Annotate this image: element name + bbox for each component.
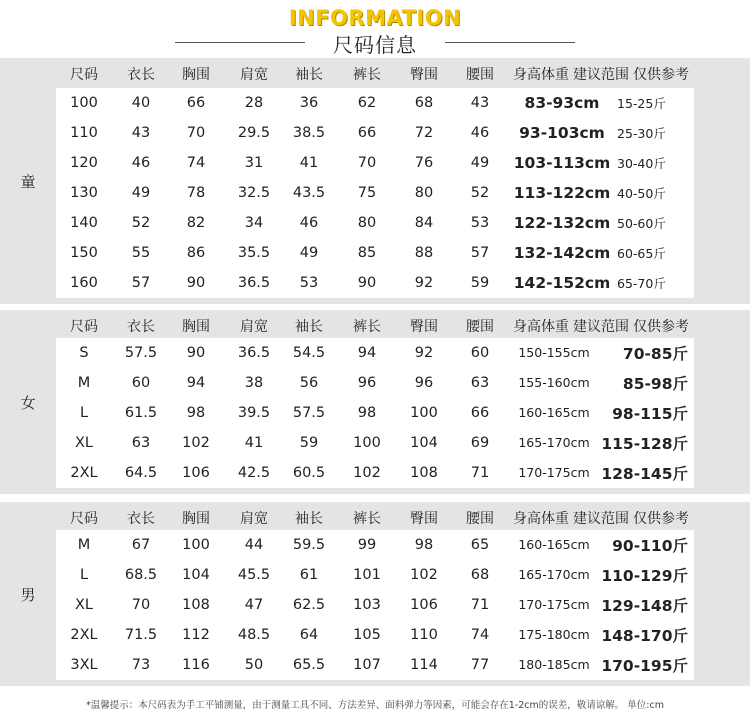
height-range: 180-185cm: [518, 657, 590, 672]
table-cell: 31: [244, 154, 264, 171]
table-cell: 38.5: [292, 124, 326, 141]
table-cell: 43.5: [292, 184, 326, 201]
table-cell: 130: [70, 184, 98, 201]
weight-range: 115-128斤: [601, 434, 688, 453]
table-cell: 47: [244, 596, 264, 613]
weight-range: 90-110斤: [612, 536, 688, 555]
table-cell: 110: [410, 626, 438, 643]
weight-range: 60-65斤: [617, 245, 666, 261]
table-cell: 53: [470, 214, 490, 231]
table-row: [56, 458, 694, 487]
height-range: 132-142cm: [513, 243, 611, 262]
column-header: 臀围: [410, 67, 438, 83]
table-cell: 96: [357, 374, 377, 391]
table-cell: 99: [357, 536, 377, 553]
weight-range: 110-129斤: [601, 566, 688, 585]
column-header: 仅供参考: [633, 67, 689, 83]
table-cell: 59: [299, 434, 319, 451]
table-cell: 98: [414, 536, 434, 553]
height-range: 103-113cm: [513, 153, 611, 172]
column-header: 身高体重: [513, 319, 569, 335]
table-row: [56, 650, 694, 679]
page-title: 尺码信息: [333, 33, 417, 57]
brand-title: INFORMATION: [288, 6, 462, 30]
table-cell: 67: [131, 536, 151, 553]
height-range: 142-152cm: [513, 273, 611, 292]
table-cell: 63: [131, 434, 151, 451]
table-cell: 66: [470, 404, 490, 421]
table-row: [56, 268, 694, 297]
table-cell: 112: [182, 626, 210, 643]
table-cell: 74: [186, 154, 206, 171]
table-cell: 69: [470, 434, 490, 451]
table-cell: 65: [470, 536, 490, 553]
column-header: 衣长: [127, 67, 155, 83]
section-block: [0, 58, 750, 304]
table-cell: 60: [131, 374, 151, 391]
height-range: 160-165cm: [518, 537, 590, 552]
weight-range: 50-60斤: [617, 215, 666, 231]
table-cell: 75: [357, 184, 377, 201]
footnote: *温馨提示：本尺码表为手工平铺测量，由于测量工具不同、方法差异、面料弹力等因素，可能会存在1-2cm的误差，敬请谅解。 单位:cm: [86, 700, 664, 711]
table-cell: 57.5: [292, 404, 326, 421]
table-cell: 59: [470, 274, 490, 291]
table-cell: 80: [357, 214, 377, 231]
weight-range: 15-25斤: [617, 95, 666, 111]
weight-range: 98-115斤: [612, 404, 688, 423]
table-cell: 116: [182, 656, 210, 673]
table-cell: 49: [131, 184, 151, 201]
table-cell: 57.5: [124, 344, 158, 361]
column-header: 腰围: [466, 511, 494, 527]
table-cell: 84: [414, 214, 434, 231]
table-cell: 86: [186, 244, 206, 261]
height-range: 165-170cm: [518, 435, 590, 450]
weight-range: 129-148斤: [601, 596, 688, 615]
table-cell: 46: [299, 214, 319, 231]
table-cell: 90: [186, 274, 206, 291]
table-cell: 39.5: [237, 404, 271, 421]
table-row: [56, 88, 694, 117]
column-header: 肩宽: [240, 319, 268, 335]
weight-range: 25-30斤: [617, 125, 666, 141]
table-row: [56, 118, 694, 147]
table-cell: 94: [186, 374, 206, 391]
height-range: 150-155cm: [518, 345, 590, 360]
table-cell: 105: [353, 626, 381, 643]
table-cell: 34: [244, 214, 264, 231]
table-cell: 103: [353, 596, 381, 613]
table-cell: 36: [299, 94, 319, 111]
table-cell: 52: [470, 184, 490, 201]
table-cell: 46: [131, 154, 151, 171]
column-header: 胸围: [182, 67, 210, 83]
table-row: [56, 560, 694, 589]
table-cell: 70: [131, 596, 151, 613]
table-cell: L: [79, 404, 89, 421]
table-cell: 60: [470, 344, 490, 361]
section-rows: [56, 338, 694, 488]
table-cell: 100: [70, 94, 98, 111]
table-cell: 98: [357, 404, 377, 421]
table-cell: 88: [414, 244, 434, 261]
weight-range: 70-85斤: [622, 344, 688, 363]
table-cell: 57: [470, 244, 490, 261]
table-cell: 2XL: [70, 626, 98, 643]
height-range: 155-160cm: [518, 375, 590, 390]
table-cell: 70: [186, 124, 206, 141]
table-cell: 53: [299, 274, 319, 291]
column-header: 臀围: [410, 319, 438, 335]
table-cell: 36.5: [237, 344, 271, 361]
table-cell: 100: [353, 434, 381, 451]
table-cell: 68: [470, 566, 490, 583]
table-cell: 70: [357, 154, 377, 171]
table-cell: 41: [299, 154, 319, 171]
table-row: [56, 208, 694, 237]
table-row: [56, 338, 694, 367]
height-range: 93-103cm: [519, 123, 605, 142]
height-range: 122-132cm: [513, 213, 611, 232]
table-cell: 102: [182, 434, 210, 451]
table-cell: 66: [357, 124, 377, 141]
column-header: 肩宽: [240, 511, 268, 527]
table-cell: 90: [357, 274, 377, 291]
table-cell: 40: [131, 94, 151, 111]
table-cell: 64.5: [124, 464, 158, 481]
column-header: 仅供参考: [633, 319, 689, 335]
table-cell: 48.5: [237, 626, 271, 643]
page-header: [0, 0, 750, 60]
column-header: 尺码: [70, 319, 98, 335]
table-cell: 68: [414, 94, 434, 111]
table-cell: 72: [414, 124, 434, 141]
table-cell: 36.5: [237, 274, 271, 291]
table-cell: 29.5: [237, 124, 271, 141]
table-row: [56, 368, 694, 397]
table-cell: 56: [299, 374, 319, 391]
column-header: 仅供参考: [633, 511, 689, 527]
column-header: 尺码: [70, 67, 98, 83]
weight-range: 40-50斤: [617, 185, 666, 201]
table-cell: XL: [74, 596, 93, 613]
section-label: 女: [20, 394, 36, 412]
section-block: [0, 502, 750, 686]
table-cell: 61.5: [124, 404, 158, 421]
height-range: 170-175cm: [518, 597, 590, 612]
table-cell: 54.5: [292, 344, 326, 361]
column-header: 腰围: [466, 319, 494, 335]
table-cell: 106: [410, 596, 438, 613]
weight-range: 85-98斤: [622, 374, 688, 393]
table-cell: XL: [74, 434, 93, 451]
column-header: 袖长: [295, 67, 323, 83]
table-cell: 90: [186, 344, 206, 361]
table-cell: 101: [353, 566, 381, 583]
column-header: 裤长: [353, 319, 381, 335]
divider-right: [445, 42, 575, 43]
table-cell: 2XL: [70, 464, 98, 481]
column-header: 建议范围: [573, 319, 629, 335]
table-cell: 85: [357, 244, 377, 261]
table-cell: 61: [299, 566, 319, 583]
height-range: 175-180cm: [518, 627, 590, 642]
table-row: [56, 178, 694, 207]
column-header: 袖长: [295, 319, 323, 335]
table-cell: 108: [182, 596, 210, 613]
table-cell: 49: [470, 154, 490, 171]
column-header: 身高体重: [513, 511, 569, 527]
table-cell: 74: [470, 626, 490, 643]
column-header-row: [56, 504, 750, 532]
column-header-row: [56, 312, 750, 340]
table-cell: 92: [414, 274, 434, 291]
column-header-row: [56, 60, 750, 88]
table-row: [56, 238, 694, 267]
table-cell: 52: [131, 214, 151, 231]
column-header: 身高体重: [513, 67, 569, 83]
table-cell: 55: [131, 244, 151, 261]
table-cell: 114: [410, 656, 438, 673]
table-cell: 100: [182, 536, 210, 553]
column-header: 裤长: [353, 511, 381, 527]
table-cell: 28: [244, 94, 264, 111]
table-cell: 43: [131, 124, 151, 141]
height-range: 113-122cm: [513, 183, 611, 202]
table-cell: 32.5: [237, 184, 271, 201]
height-range: 160-165cm: [518, 405, 590, 420]
height-range: 165-170cm: [518, 567, 590, 582]
table-cell: 82: [186, 214, 206, 231]
table-row: [56, 148, 694, 177]
table-row: [56, 590, 694, 619]
weight-range: 65-70斤: [617, 275, 666, 291]
column-header: 裤长: [353, 67, 381, 83]
table-cell: 66: [186, 94, 206, 111]
table-cell: 68.5: [124, 566, 158, 583]
column-header: 肩宽: [240, 67, 268, 83]
table-cell: 45.5: [237, 566, 271, 583]
table-row: [56, 530, 694, 559]
table-cell: 46: [470, 124, 490, 141]
weight-range: 30-40斤: [617, 155, 666, 171]
column-header: 胸围: [182, 319, 210, 335]
table-cell: 44: [244, 536, 264, 553]
table-cell: 71: [470, 464, 490, 481]
table-cell: 71.5: [124, 626, 158, 643]
table-cell: 35.5: [237, 244, 271, 261]
table-cell: 160: [70, 274, 98, 291]
table-row: [56, 620, 694, 649]
column-header: 尺码: [70, 511, 98, 527]
table-cell: 107: [353, 656, 381, 673]
column-header: 衣长: [127, 319, 155, 335]
table-cell: 73: [131, 656, 151, 673]
table-cell: 98: [186, 404, 206, 421]
section-rows: [56, 530, 694, 680]
table-cell: 77: [470, 656, 490, 673]
table-cell: 92: [414, 344, 434, 361]
table-cell: 100: [410, 404, 438, 421]
table-cell: 42.5: [237, 464, 271, 481]
column-header: 袖长: [295, 511, 323, 527]
table-cell: 140: [70, 214, 98, 231]
table-cell: 60.5: [292, 464, 326, 481]
table-cell: 102: [353, 464, 381, 481]
weight-range: 128-145斤: [601, 464, 688, 483]
table-cell: 64: [299, 626, 319, 643]
column-header: 臀围: [410, 511, 438, 527]
table-cell: 57: [131, 274, 151, 291]
table-cell: 106: [182, 464, 210, 481]
section-label: 男: [20, 586, 36, 604]
table-cell: 49: [299, 244, 319, 261]
table-cell: M: [77, 536, 91, 553]
table-cell: 41: [244, 434, 264, 451]
table-cell: 110: [70, 124, 98, 141]
table-cell: 104: [182, 566, 210, 583]
table-cell: 50: [244, 656, 264, 673]
section-label: 童: [20, 173, 36, 191]
table-cell: 65.5: [292, 656, 326, 673]
table-cell: 59.5: [292, 536, 326, 553]
table-cell: 104: [410, 434, 438, 451]
table-cell: L: [79, 566, 89, 583]
height-range: 170-175cm: [518, 465, 590, 480]
table-cell: 150: [70, 244, 98, 261]
table-row: [56, 428, 694, 457]
table-cell: 38: [244, 374, 264, 391]
table-cell: 96: [414, 374, 434, 391]
column-header: 衣长: [127, 511, 155, 527]
section-rows: [56, 88, 694, 298]
table-cell: 62: [357, 94, 377, 111]
column-header: 腰围: [466, 67, 494, 83]
table-cell: 80: [414, 184, 434, 201]
column-header: 胸围: [182, 511, 210, 527]
table-cell: 3XL: [70, 656, 98, 673]
table-cell: 62.5: [292, 596, 326, 613]
table-cell: S: [79, 344, 89, 361]
column-header: 建议范围: [573, 511, 629, 527]
table-cell: 108: [410, 464, 438, 481]
column-header: 建议范围: [573, 67, 629, 83]
table-cell: 43: [470, 94, 490, 111]
table-cell: M: [77, 374, 91, 391]
table-cell: 120: [70, 154, 98, 171]
table-cell: 102: [410, 566, 438, 583]
height-range: 83-93cm: [524, 93, 600, 112]
weight-range: 148-170斤: [601, 626, 688, 645]
table-cell: 94: [357, 344, 377, 361]
weight-range: 170-195斤: [601, 656, 688, 675]
section-block: [0, 310, 750, 494]
table-cell: 78: [186, 184, 206, 201]
table-cell: 63: [470, 374, 490, 391]
table-cell: 76: [414, 154, 434, 171]
table-row: [56, 398, 694, 427]
table-cell: 71: [470, 596, 490, 613]
